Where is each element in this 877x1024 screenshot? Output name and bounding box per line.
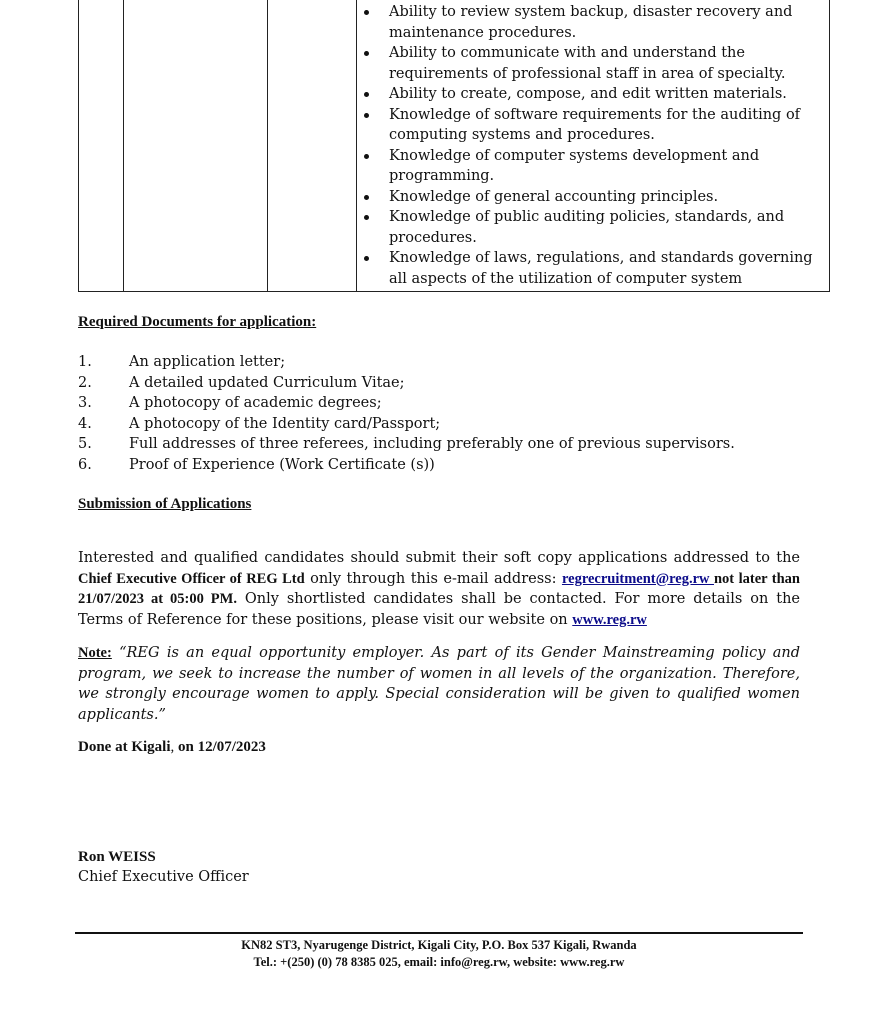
table-column-divider [267, 0, 268, 291]
note-label: Note: [78, 645, 112, 661]
footer-contact: Tel.: +(250) (0) 78 8385 025, email: info@reg.rw, website: www.reg.rw [253, 955, 625, 969]
skill-item: Ability to review system backup, disaster recovery and maintenance procedures. [357, 2, 827, 43]
deadline-time: 05:00 PM. [170, 591, 237, 607]
list-text: An application letter; [129, 354, 286, 370]
deadline-prefix: not later than [713, 570, 800, 587]
skill-item: Knowledge of laws, regulations, and standards governing all aspects of the utilization of computer system [357, 248, 827, 289]
deadline-at: at [144, 591, 171, 607]
signatory-title: Chief Executive Officer [78, 869, 249, 885]
required-documents-list [78, 352, 735, 475]
addressee: Chief Executive Officer of REG Ltd [78, 570, 305, 587]
done-separator: , [170, 739, 178, 755]
done-at-line [78, 737, 800, 758]
skill-item: Knowledge of software requirements for the auditing of computing systems and procedures. [357, 105, 827, 146]
submission-heading: Submission of Applications [78, 496, 252, 512]
deadline-date: 21/07/2023 [78, 591, 145, 607]
list-text: A photocopy of academic degrees; [129, 395, 382, 411]
list-item [78, 414, 735, 435]
list-number: 4. [78, 415, 92, 432]
list-number: 1. [78, 354, 92, 370]
list-number: 2. [78, 374, 92, 391]
skill-item: Knowledge of public auditing policies, standards, and procedures. [357, 207, 827, 248]
footer-divider [75, 932, 803, 934]
list-number: 6. [78, 456, 92, 473]
submission-text: Interested and qualified candidates should submit their soft copy applications addressed to the [78, 550, 800, 566]
submission-text: Only shortlisted candidates shall be contacted. For more details on the Terms of Reference for these positions, please visit our website on [78, 591, 800, 628]
table-column-divider [123, 0, 124, 291]
list-number: 3. [78, 395, 92, 411]
list-item [78, 352, 735, 373]
email-link[interactable]: regrecruitment@reg.rw [561, 570, 714, 587]
footer-address: KN82 ST3, Nyarugenge District, Kigali City, P.O. Box 537 Kigali, Rwanda [241, 938, 637, 952]
submission-paragraph [78, 548, 800, 630]
list-text: Full addresses of three referees, including preferably one of previous supervisors. [129, 436, 735, 452]
done-place: Done at Kigali [78, 739, 171, 755]
list-item [78, 373, 735, 394]
skill-item: Knowledge of computer systems development and programming. [357, 146, 827, 187]
signatory-name: Ron WEISS [78, 849, 156, 865]
skills-list [357, 2, 827, 289]
required-documents-heading: Required Documents for application: [78, 314, 317, 330]
list-text: Proof of Experience (Work Certificate (s)) [129, 456, 435, 473]
list-item [78, 393, 735, 414]
note-text: “REG is an equal opportunity employer. As part of its Gender Mainstreaming policy and program, we seek to increase the number of women in all levels of the organization. Therefore, we strongly encourage women to apply. Special consideration will be given to qualified women applicants.” [78, 645, 800, 723]
list-item [78, 455, 735, 476]
skill-item: Knowledge of general accounting principles. [357, 187, 827, 208]
website-link[interactable]: www.reg.rw [572, 611, 647, 628]
submission-text: only through this e-mail address: [304, 570, 562, 587]
list-item [78, 434, 735, 455]
list-text: A photocopy of the Identity card/Passport; [129, 415, 441, 432]
done-date: on 12/07/2023 [178, 739, 266, 755]
skill-item: Ability to communicate with and understand the requirements of professional staff in area of specialty. [357, 43, 827, 84]
note-paragraph [78, 643, 800, 725]
list-number: 5. [78, 436, 92, 452]
list-text: A detailed updated Curriculum Vitae; [129, 374, 405, 391]
skill-item: Ability to create, compose, and edit written materials. [357, 84, 827, 105]
